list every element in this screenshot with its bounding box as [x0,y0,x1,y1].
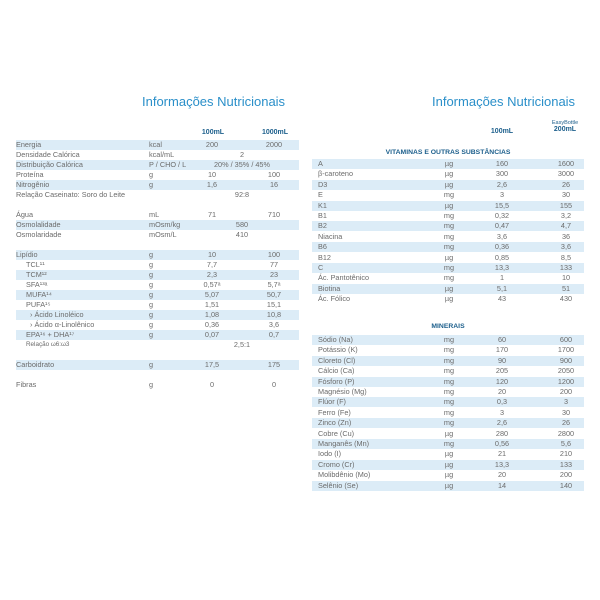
row-value-1000ml: 2000 [265,140,283,149]
row-value-200ml: 133 [559,459,573,469]
row-unit: µg [444,470,454,480]
row-label: Biotina [318,283,341,293]
left-table-row [16,160,299,170]
row-unit: g [149,280,154,289]
minerals-section-title: MINERAIS [431,323,465,330]
row-value-1000ml: 3,6 [268,320,280,329]
row-unit: mg [443,221,455,231]
right-table-row [312,397,584,407]
left-table-row [16,270,299,280]
row-value: 2 [239,150,245,159]
row-value-100ml: 1,51 [204,300,220,309]
row-unit: mg [443,397,455,407]
row-value-200ml: 140 [559,480,573,490]
row-label: Energia [16,140,42,149]
left-table-row [16,360,299,370]
left-table-row [16,310,299,320]
row-value-100ml: 60 [497,335,507,344]
right-table-row [312,418,584,428]
right-table-row [312,335,584,345]
right-table-row [312,345,584,355]
right-table-row [312,190,584,200]
row-value-1000ml: 100 [267,170,281,179]
row-value-100ml: 1 [499,273,505,283]
row-value-200ml: 3000 [557,169,575,179]
row-value-1000ml: 10,8 [266,310,282,319]
row-unit: mg [443,211,455,220]
row-label: K1 [318,200,327,210]
row-label: Selênio (Se) [318,480,359,490]
right-table-row [312,366,584,376]
row-value-200ml: 133 [559,263,573,272]
row-value-1000ml: 100 [267,250,281,259]
left-table-row [16,320,299,330]
row-value-200ml: 51 [561,283,571,293]
row-label: Sódio (Na) [318,335,353,344]
row-unit: g [149,330,154,339]
row-label: Magnésio (Mg) [318,387,367,396]
row-label: Relação ω6:ω3 [26,341,70,348]
right-col2-subheader: EasyBottle [551,120,579,126]
row-unit: mg [443,335,455,344]
left-table-row [16,340,299,350]
right-col1-header: 100mL [490,128,514,135]
row-value-200ml: 3 [563,397,569,407]
row-unit: mg [443,263,455,272]
right-table-row [312,242,584,252]
row-value-100ml: 200 [205,140,219,149]
row-value-100ml: 21 [497,449,507,459]
row-value-100ml: 71 [207,210,217,219]
row-unit: mg [443,418,455,428]
row-value-200ml: 155 [559,200,573,210]
row-unit: µg [444,200,454,210]
row-value-100ml: 0,85 [494,252,510,262]
row-label: D3 [318,179,328,189]
row-value-100ml: 13,3 [494,459,510,469]
row-unit: µg [444,252,454,262]
row-unit: g [149,380,154,389]
row-value-100ml: 3 [499,407,505,417]
right-table-row [312,408,584,418]
row-value-200ml: 3,6 [560,242,572,252]
row-value-100ml: 0,36 [494,242,510,252]
row-unit: mg [443,273,455,283]
row-label: Cálcio (Ca) [318,366,355,376]
row-unit: g [149,260,154,269]
row-value-200ml: 900 [559,355,573,365]
right-table-row [312,429,584,439]
right-table-row [312,232,584,242]
row-unit: g [149,300,154,309]
row-label: › Ácido Linoléico [30,310,84,319]
row-value-200ml: 3,2 [560,211,572,220]
row-unit: g [149,320,154,329]
row-value-200ml: 1700 [557,345,575,355]
row-label: Ferro (Fe) [318,407,351,417]
row-label: B1 [318,211,327,220]
right-table-row [312,169,584,179]
row-value: 20% / 35% / 45% [214,160,270,169]
right-table-row [312,273,584,283]
row-value: 2,5:1 [233,340,251,349]
row-unit: g [149,360,154,369]
left-table-row [16,170,299,180]
row-value-100ml: 0,32 [494,211,510,220]
right-table-row [312,460,584,470]
row-value-100ml: 170 [495,345,509,355]
row-value-200ml: 1200 [557,376,575,386]
row-value-200ml: 200 [559,470,573,480]
row-value-100ml: 2,3 [206,270,218,279]
right-table-row [312,294,584,304]
row-unit: g [149,180,154,189]
row-value-100ml: 0,56 [494,439,510,448]
row-value-100ml: 3 [499,190,505,200]
row-value-1000ml: 0 [271,380,277,389]
row-label: B2 [318,221,327,231]
row-label: Fibras [16,380,37,389]
row-value-100ml: 0,47 [494,221,510,231]
row-value-100ml: 14 [497,480,507,490]
row-value: 92:8 [234,190,250,199]
row-value-100ml: 160 [495,159,509,168]
row-label: Molibdênio (Mo) [318,470,371,480]
left-col1-header: 100mL [201,129,225,136]
row-value-200ml: 1600 [557,159,575,168]
row-value: 410 [235,230,249,239]
row-value-100ml: 5,07 [204,290,220,299]
row-unit: mOsm/L [149,230,177,239]
right-table-row [312,263,584,273]
row-unit: mg [443,376,455,386]
row-unit: g [149,310,154,319]
row-value-100ml: 2,6 [496,179,508,189]
row-label: Osmolaridade [16,230,62,239]
right-table-row [312,253,584,263]
row-label: Nitrogênio [16,180,50,189]
left-table-row [16,150,299,160]
row-value-100ml: 20 [497,470,507,480]
row-value-100ml: 0,57ᵃ [203,280,221,289]
row-value: 580 [235,220,249,229]
row-value-100ml: 90 [497,355,507,365]
row-value-100ml: 1,6 [206,180,218,189]
row-unit: mg [443,439,455,448]
left-table-row [16,230,299,240]
row-label: › Ácido α-Linolênico [30,320,95,329]
row-unit: mg [443,387,455,396]
row-value-100ml: 300 [495,169,509,179]
right-table-row [312,377,584,387]
row-value-100ml: 0 [209,380,215,389]
left-table-row [16,280,299,290]
row-value-1000ml: 175 [267,360,281,369]
row-value-100ml: 0,36 [204,320,220,329]
row-value-100ml: 1,08 [204,310,220,319]
row-unit: P / CHO / L [149,160,187,169]
row-value-200ml: 26 [561,179,571,189]
left-table-row [16,220,299,230]
row-unit: mg [443,190,455,200]
row-value-100ml: 7,7 [206,260,218,269]
row-unit: µg [444,459,454,469]
row-label: A [318,159,323,168]
left-title: Informações Nutricionais [142,94,286,109]
left-table-row [16,140,299,150]
row-value-1000ml: 50,7 [266,290,282,299]
right-table-row [312,284,584,294]
row-label: TCL¹¹ [26,260,45,269]
row-value-200ml: 430 [559,294,573,304]
row-unit: µg [444,169,454,179]
right-table-row [312,387,584,397]
row-value-200ml: 30 [561,407,571,417]
row-unit: mOsm/kg [149,220,181,229]
row-label: B6 [318,242,327,252]
vitamins-section-title: VITAMINAS E OUTRAS SUBSTÂNCIAS [385,149,511,156]
row-label: Densidade Calórica [16,150,80,159]
right-table-row [312,180,584,190]
row-label: Ác. Fólico [318,294,351,304]
right-table-row [312,221,584,231]
right-table-row [312,356,584,366]
row-label: Cromo (Cr) [318,459,355,469]
row-unit: g [149,250,154,259]
row-unit: mg [443,407,455,417]
row-value-100ml: 20 [497,387,507,396]
row-unit: g [149,170,154,179]
row-label: Lipídio [16,250,38,259]
row-label: TCM¹² [26,270,47,279]
left-table-row [16,380,299,390]
row-label: C [318,263,324,272]
row-unit: mg [443,231,455,241]
row-label: β-caroteno [318,169,354,179]
row-unit: µg [444,480,454,490]
row-value-200ml: 5,6 [560,439,572,448]
row-label: Flúor (F) [318,397,346,407]
row-unit: kcal/mL [149,150,175,159]
row-value-200ml: 10 [561,273,571,283]
row-label: Relação Caseinato: Soro do Leite [16,190,126,199]
row-label: PUFA¹⁵ [26,300,51,309]
row-value-100ml: 10 [207,250,217,259]
left-table-row [16,250,299,260]
row-unit: µg [444,179,454,189]
row-label: Distribuição Calórica [16,160,83,169]
row-value-100ml: 0,3 [496,397,508,407]
left-table-row [16,290,299,300]
row-value-100ml: 3,6 [496,231,508,241]
right-table-row [312,439,584,449]
row-value-100ml: 205 [495,366,509,376]
row-value-1000ml: 710 [267,210,281,219]
row-value-200ml: 26 [561,418,571,428]
row-label: E [318,190,323,200]
right-table-row [312,470,584,480]
row-value-1000ml: 15,1 [266,300,282,309]
row-label: Proteína [16,170,44,179]
row-value-100ml: 5,1 [496,283,508,293]
row-value-100ml: 0,07 [204,330,220,339]
right-table-row [312,449,584,459]
row-unit: µg [444,294,454,304]
right-title: Informações Nutricionais [432,94,576,109]
row-value-100ml: 15,5 [494,200,510,210]
row-unit: mg [443,366,455,376]
left-table-row [16,210,299,220]
row-value-200ml: 600 [559,335,573,344]
right-table-row [312,159,584,169]
row-unit: mg [443,242,455,252]
row-unit: g [149,270,154,279]
row-label: Carboidrato [16,360,55,369]
right-table-row [312,211,584,221]
row-value-100ml: 120 [495,376,509,386]
right-table-row [312,201,584,211]
row-label: Manganês (Mn) [318,439,370,448]
row-unit: mg [443,345,455,355]
row-unit: µg [444,428,454,438]
row-label: Água [16,210,34,219]
right-col2-volume: 200mL [553,126,577,133]
left-table-row [16,190,299,200]
row-unit: g [149,290,154,299]
row-value-200ml: 4,7 [560,221,572,231]
row-label: B12 [318,252,331,262]
row-label: Cobre (Cu) [318,428,355,438]
row-label: Potássio (K) [318,345,358,355]
row-label: Zinco (Zn) [318,418,352,428]
row-value-200ml: 2050 [557,366,575,376]
row-value-100ml: 2,6 [496,418,508,428]
row-unit: mL [149,210,160,219]
row-value-200ml: 8,5 [560,252,572,262]
row-unit: mg [443,355,455,365]
row-value-200ml: 30 [561,190,571,200]
row-value-100ml: 43 [497,294,507,304]
row-value-200ml: 200 [559,387,573,396]
row-value-200ml: 2800 [557,428,575,438]
left-col2-header: 1000mL [261,129,289,136]
row-unit: µg [444,283,454,293]
left-table-row [16,330,299,340]
row-label: Cloreto (Cl) [318,355,356,365]
row-unit: µg [444,159,454,168]
row-value-1000ml: 23 [269,270,279,279]
row-label: Ác. Pantotênico [318,273,370,283]
right-col2-header [540,120,590,133]
row-value-100ml: 280 [495,428,509,438]
row-label: SFA¹³ᵃ [26,280,48,289]
row-value-200ml: 36 [561,231,571,241]
row-value-1000ml: 77 [269,260,279,269]
row-label: MUFA¹⁴ [26,290,52,299]
row-value-100ml: 13,3 [494,263,510,272]
row-label: Niacina [318,231,343,241]
row-value-100ml: 10 [207,170,217,179]
left-table-row [16,300,299,310]
row-label: Iodo (I) [318,449,342,459]
row-unit: kcal [149,140,162,149]
row-value-200ml: 210 [559,449,573,459]
row-unit: µg [444,449,454,459]
row-value-1000ml: 5,7ᵃ [267,280,281,289]
row-value-1000ml: 16 [269,180,279,189]
left-table-row [16,260,299,270]
row-value-100ml: 17,5 [204,360,220,369]
row-label: Fósforo (P) [318,376,355,386]
left-table-row [16,180,299,190]
row-value-1000ml: 0,7 [268,330,280,339]
row-label: EPA¹⁶ + DHA¹⁷ [26,330,75,339]
right-table-row [312,481,584,491]
row-label: Osmolalidade [16,220,61,229]
